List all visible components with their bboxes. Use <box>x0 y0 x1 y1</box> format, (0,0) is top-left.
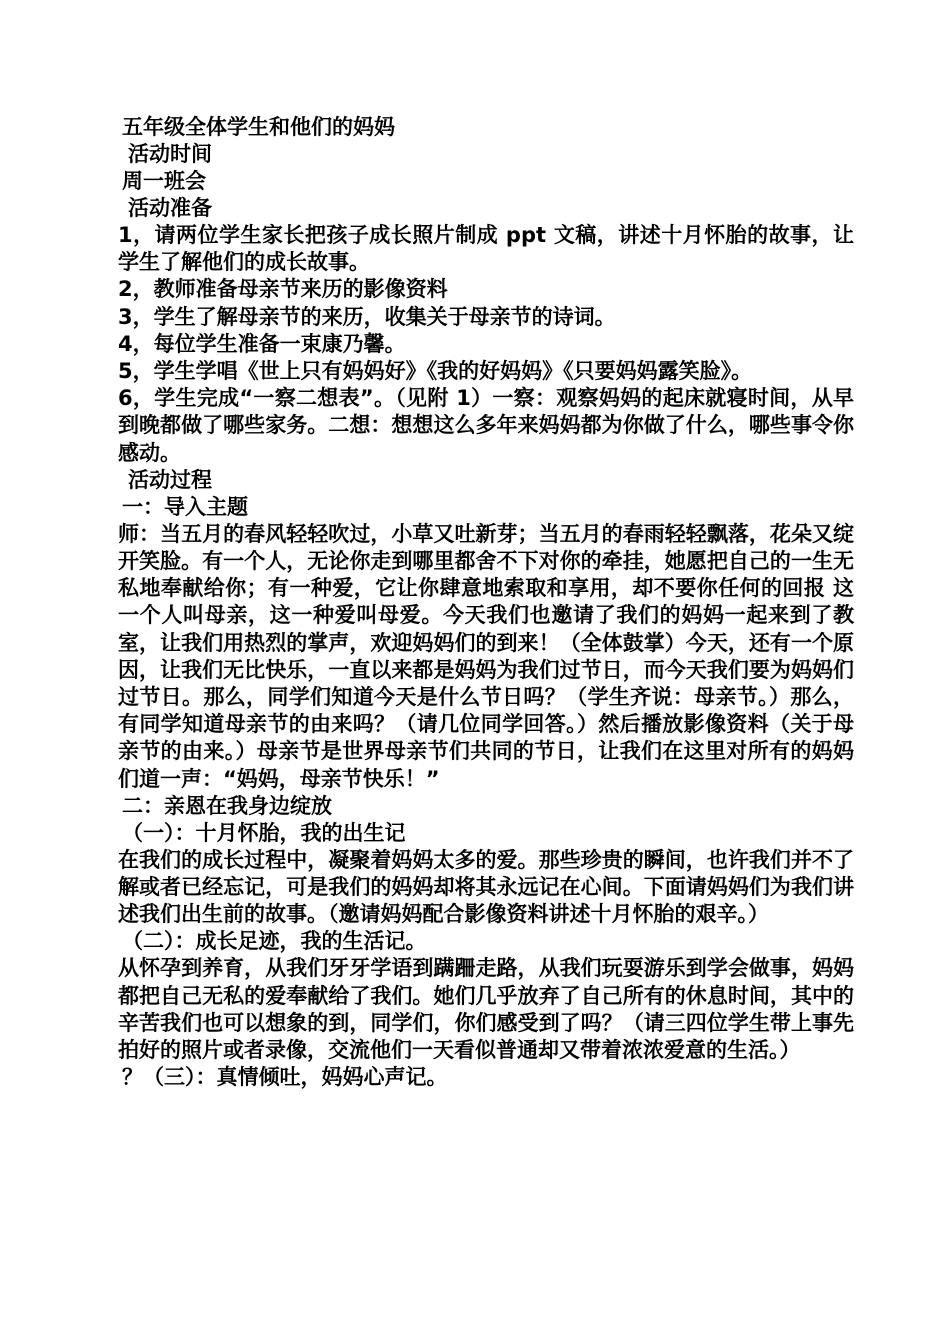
prep-item: 3，学生了解母亲节的来历，收集关于母亲节的诗词。 <box>118 304 616 329</box>
part2-heading: 二：亲恩在我身边绽放 <box>122 793 332 818</box>
prep-item: 6，学生完成“一察二想表”。（见附 1）一察：观察妈妈的起床就寝时间，从早到晚都做了哪些家务。二想：想想这么多年来妈妈都为你做了什么，哪些事令你感动。 <box>118 386 854 465</box>
document-page <box>114 114 854 1091</box>
time-value: 周一班会 <box>122 169 206 193</box>
sub1-paragraph: 在我们的成长过程中，凝聚着妈妈太多的爱。那些珍贵的瞬间，也许我们并不了解或者已经忘记，可是我们的妈妈却将其永远记在心间。下面请妈妈们为我们讲述我们出生前的故事。（邀请妈妈配合影像资料讲述十月怀胎的艰辛。） <box>118 847 854 927</box>
part1-heading: 一：导入主题 <box>122 494 248 519</box>
prep-item: 5，学生学唱《世上只有妈妈好》《我的好妈妈》《只要妈妈露笑脸》。 <box>118 359 753 384</box>
prep-item: 2，教师准备母亲节来历的影像资料 <box>118 277 448 302</box>
participants-line: 五年级全体学生和他们的妈妈 <box>122 115 395 139</box>
prep-item: 4，每位学生准备一束康乃馨。 <box>118 331 406 356</box>
sub3-heading: ？（三）：真情倾吐，妈妈心声记。 <box>122 1065 448 1090</box>
prep-heading: 活动准备 <box>128 196 212 220</box>
sub2-paragraph: 从怀孕到养育，从我们牙牙学语到蹒跚走路，从我们玩耍游乐到学会做事，妈妈都把自己无私的爱奉献给了我们。她们几乎放弃了自己所有的休息时间，其中的辛苦我们也可以想象的到，同学们，你们感受到了吗？（请三四位学生带上事先拍好的照片或者录像，交流他们一天看似普通却又带着浓浓爱意的生活。） <box>118 956 854 1063</box>
sub1-heading: （一）：十月怀胎，我的出生记 <box>122 820 406 845</box>
prep-item: 1，请两位学生家长把孩子成长照片制成 ppt 文稿，讲述十月怀胎的故事，让学生了解他们的成长故事。 <box>118 223 854 275</box>
part1-paragraph: 师：当五月的春风轻轻吹过，小草又吐新芽；当五月的春雨轻轻飘落，花朵又绽开笑脸。有一个人，无论你走到哪里都舍不下对你的牵挂，她愿把自己的一生无私地奉献给你；有一种爱，它让你肆意地索取和享用，却不要你任何的回报 这一个人叫母亲，这一种爱叫母爱。今天我们也邀请了我们的妈妈一起来到了教室，让我们用热烈的掌声，欢迎妈妈们的到来！（全体鼓掌）今天，还有一个原因，让我们无比快乐，一直以来都是妈妈为我们过节日，而今天我们要为妈妈们过节日。那么，同学们知道今天是什么节日吗？（学生齐说：母亲节。）那么，有同学知道母亲节的由来吗？（请几位同学回答。）然后播放影像资料（关于母亲节的由来。）母亲节是世界母亲节们共同的节日，让我们在这里对所有的妈妈们道一声：“妈妈，母亲节快乐！” <box>118 521 854 791</box>
process-heading: 活动过程 <box>128 467 212 492</box>
time-heading: 活动时间 <box>128 142 212 166</box>
sub2-heading: （二）：成长足迹，我的生活记。 <box>122 929 427 954</box>
